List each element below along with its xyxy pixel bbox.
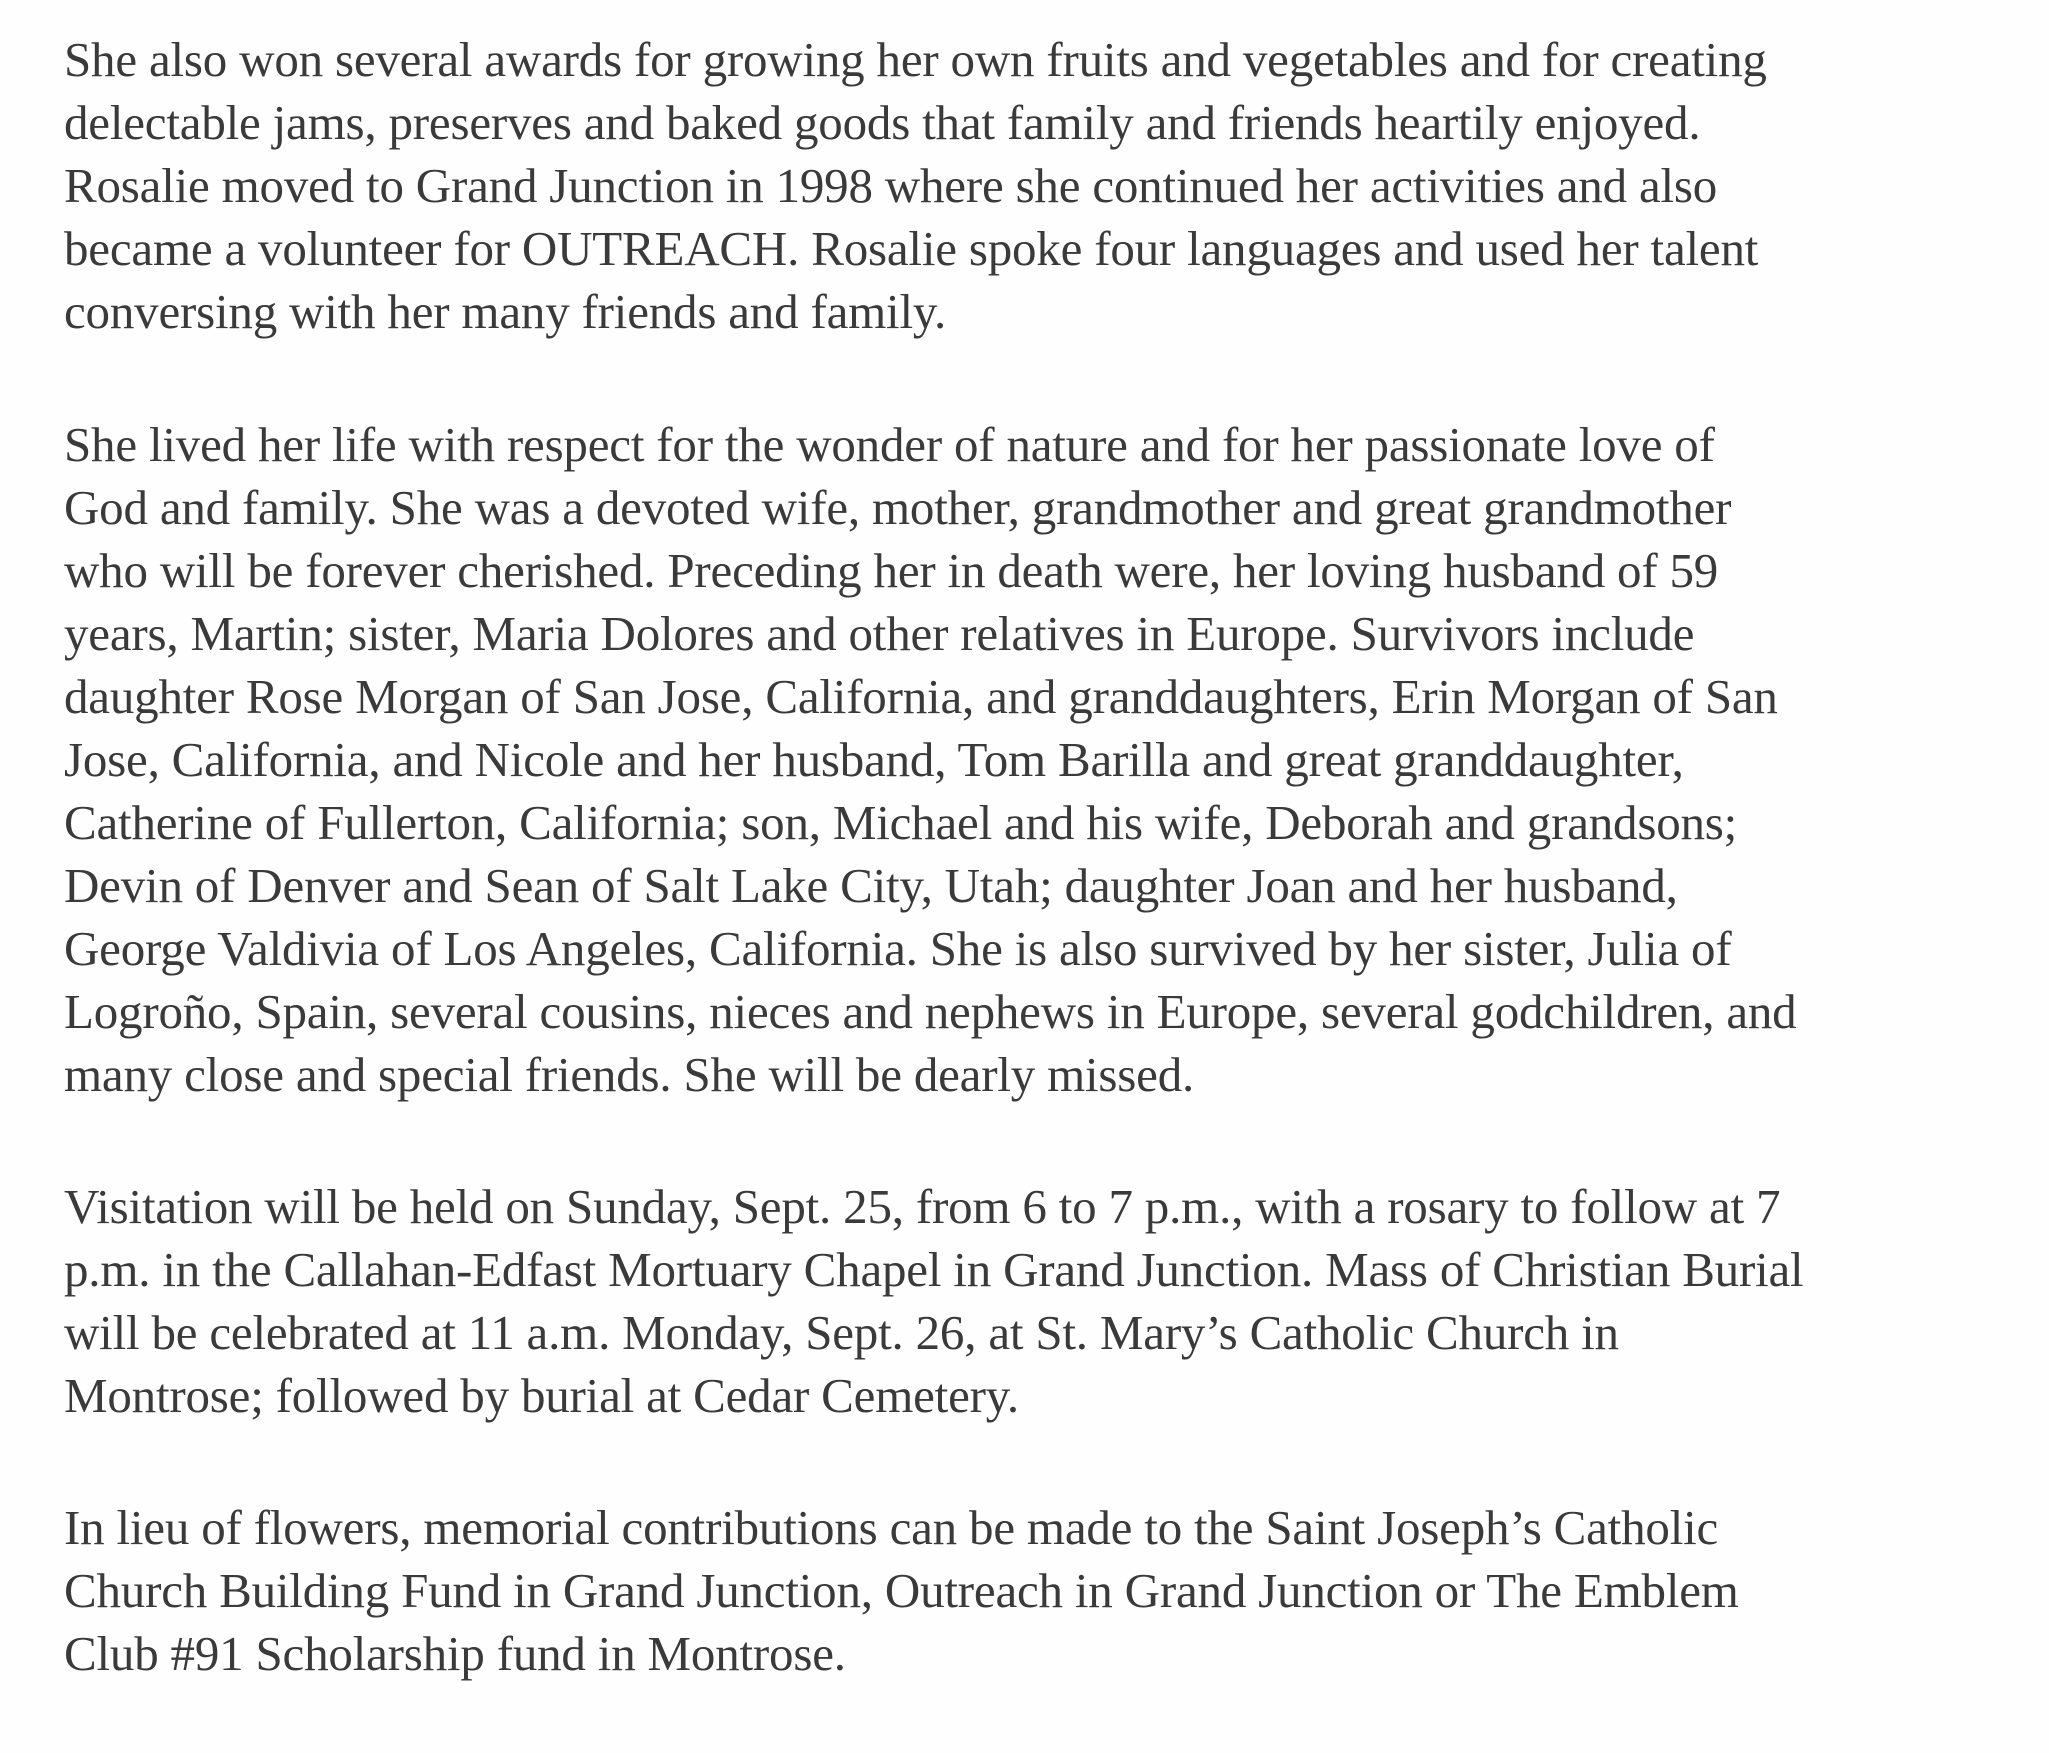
text-line: who will be forever cherished. Preceding her in death were, her loving husband of 59 (64, 543, 1719, 598)
text-line: In lieu of flowers, memorial contributions can be made to the Saint Joseph’s Catholic (64, 1500, 1719, 1555)
paragraph-memorial (64, 1496, 1739, 1685)
text-line: many close and special friends. She will be dearly missed. (64, 1047, 1195, 1102)
text-line: years, Martin; sister, Maria Dolores and other relatives in Europe. Survivors include (64, 606, 1695, 661)
text-line: Church Building Fund in Grand Junction, Outreach in Grand Junction or The Emblem (64, 1563, 1739, 1618)
text-line: will be celebrated at 11 a.m. Monday, Sept. 26, at St. Mary’s Catholic Church in (64, 1305, 1619, 1360)
text-line: delectable jams, preserves and baked goods that family and friends heartily enjoyed. (64, 95, 1701, 150)
text-line: She lived her life with respect for the wonder of nature and for her passionate love of (64, 417, 1715, 472)
text-line: Rosalie moved to Grand Junction in 1998 where she continued her activities and also (64, 158, 1718, 213)
text-line: God and family. She was a devoted wife, mother, grandmother and great grandmother (64, 480, 1732, 535)
text-line: Logroño, Spain, several cousins, nieces and nephews in Europe, several godchildren, and (64, 984, 1797, 1039)
text-line: became a volunteer for OUTREACH. Rosalie spoke four languages and used her talent (64, 221, 1759, 276)
text-line: Catherine of Fullerton, California; son, Michael and his wife, Deborah and grandsons; (64, 795, 1738, 850)
text-line: Club #91 Scholarship fund in Montrose. (64, 1626, 846, 1681)
paragraph-visitation (64, 1175, 1803, 1427)
paragraph-awards (64, 28, 1767, 343)
text-line: conversing with her many friends and family. (64, 284, 947, 339)
text-line: Devin of Denver and Sean of Salt Lake City, Utah; daughter Joan and her husband, (64, 858, 1678, 913)
text-line: daughter Rose Morgan of San Jose, California, and granddaughters, Erin Morgan of San (64, 669, 1778, 724)
text-line: She also won several awards for growing her own fruits and vegetables and for creating (64, 32, 1767, 87)
text-line: p.m. in the Callahan-Edfast Mortuary Chapel in Grand Junction. Mass of Christian Burial (64, 1242, 1804, 1297)
text-line: Jose, California, and Nicole and her husband, Tom Barilla and great granddaughter, (64, 732, 1684, 787)
paragraph-family (64, 413, 1796, 1106)
text-line: George Valdivia of Los Angeles, California. She is also survived by her sister, Julia of (64, 921, 1732, 976)
text-line: Visitation will be held on Sunday, Sept. 25, from 6 to 7 p.m., with a rosary to follow at 7 (64, 1179, 1781, 1234)
text-line: Montrose; followed by burial at Cedar Cemetery. (64, 1368, 1019, 1423)
